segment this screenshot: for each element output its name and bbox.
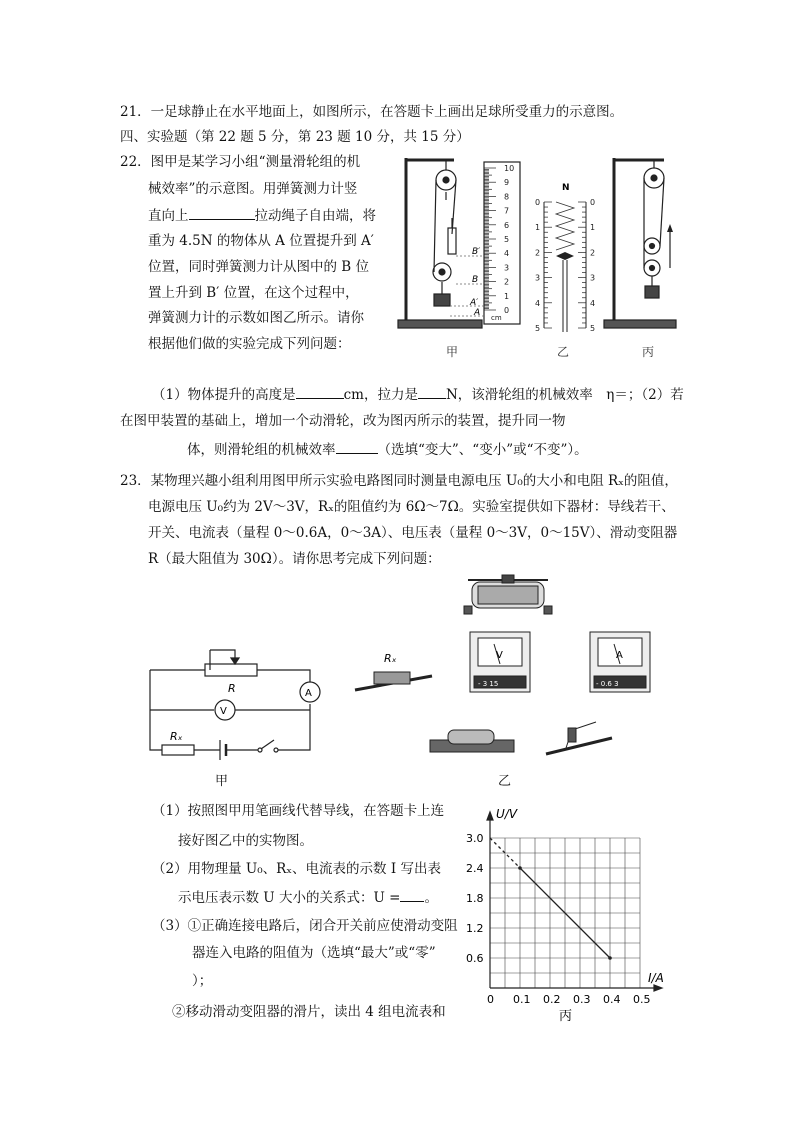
q22-part3 <box>187 440 588 459</box>
x-axis-arrow-icon <box>654 985 662 991</box>
q22-line1: 22．图甲是某学习小组“测量滑轮组的机 <box>120 154 361 170</box>
ruler-tick-label: 2 <box>504 277 510 287</box>
chart-ylabel: U/V <box>496 807 518 821</box>
spring-tick-label-right: 2 <box>590 248 596 258</box>
q22-part1-c: N，该滑轮组的机械效率 η＝；（2）若 <box>445 387 684 403</box>
spring-tick-label-left: 4 <box>535 298 541 308</box>
battery-cell <box>448 730 494 744</box>
chart-xlabel: I/A <box>648 971 664 985</box>
q22-line3 <box>148 206 376 225</box>
ruler-tick-label: 5 <box>504 235 510 244</box>
rheostat-symbol <box>205 664 257 676</box>
q22-blank-force[interactable] <box>418 385 446 399</box>
spring-tick-label-left: 0 <box>535 198 541 207</box>
ruler-tick-label: 0 <box>504 306 510 315</box>
q23-sub3-line4: ②移动滑动变阻器的滑片，读出 4 组电流表和 <box>172 1004 446 1020</box>
spring-tick-label-right: 4 <box>590 298 596 308</box>
chart-x-tick-label: 0.3 <box>573 993 591 1006</box>
slider-arrow-icon <box>231 658 239 664</box>
rx-device-label: Rₓ <box>384 652 397 665</box>
circuit-diagram <box>140 640 330 770</box>
spring-tick-label-left: 2 <box>535 248 541 258</box>
ruler-tick-label: 8 <box>504 192 510 202</box>
stand-base-bing <box>604 320 676 328</box>
ammeter-label: A <box>305 688 312 699</box>
q23-sub3-line1: （3）①正确连接电路后，闭合开关前应使滑动变阻 <box>152 918 458 934</box>
chart-x-tick-label: 0.5 <box>633 993 651 1006</box>
q22-line8: 根据他们做的实验完成下列问题： <box>148 336 351 352</box>
chart-x-tick-label: 0.2 <box>543 993 561 1006</box>
chart-y-tick-label: 3.0 <box>466 832 484 845</box>
label-B: B <box>472 275 479 285</box>
spring-pointer <box>556 252 574 260</box>
chart-point <box>608 956 612 960</box>
caption-jia-22: 甲 <box>446 345 459 359</box>
rx-resistor-device <box>374 672 410 684</box>
q22-blank-efficiency[interactable] <box>336 440 378 454</box>
label-B2: B′ <box>472 247 481 257</box>
chart-title: 丙 <box>559 1009 573 1024</box>
label-A: A <box>474 308 481 318</box>
voltmeter-label: V <box>220 706 227 717</box>
ruler-tick-label: 4 <box>504 249 510 259</box>
caption-jia-23: 甲 <box>215 774 229 789</box>
voltmeter-device-label: V <box>496 650 503 661</box>
q23-line1: 23．某物理兴趣小组利用图甲所示实验电路图同时测量电源电压 U₀的大小和电阻 Rₓ的阻值， <box>120 473 678 489</box>
q22-part1-b: cm，拉力是 <box>343 387 418 403</box>
q22-line5: 位置，同时弹簧测力计从图中的 B 位 <box>148 259 370 275</box>
q22-line4: 重为 4.5N 的物体从 A 位置提升到 A′ <box>148 233 374 249</box>
chart-x-tick-label: 0.4 <box>603 993 621 1006</box>
q23-line3: 开关、电流表（量程 0～0.6A，0～3A）、电压表（量程 0～3V，0～15V）、滑动变阻器 <box>148 525 678 541</box>
section-header: 四、实验题（第 22 题 5 分，第 23 题 10 分，共 15 分） <box>120 129 470 145</box>
q23-line4: R（最大阻值为 30Ω）。请你思考完成下列问题： <box>148 551 441 567</box>
q23-sub2-line2-c: 。 <box>424 890 438 906</box>
chart-y-tick-label: 2.4 <box>466 862 484 875</box>
q22-blank-direction[interactable] <box>189 206 255 220</box>
resistor-rx-symbol <box>162 745 194 755</box>
weight-jia <box>434 294 450 306</box>
ruler-tick-label: 10 <box>504 164 515 173</box>
ruler-tick-label: 3 <box>504 263 510 273</box>
switch-symbol <box>261 740 274 749</box>
ui-chart <box>458 802 680 1030</box>
y-axis-arrow-icon <box>487 812 493 820</box>
spring-tick-label-right: 5 <box>590 324 596 333</box>
spring-unit: N <box>562 183 570 193</box>
q22-part3-b: （选填“变大”、“变小”或“不变”）。 <box>377 442 588 458</box>
rx-label: Rₓ <box>170 730 183 743</box>
q23-sub2-line2-a: 示电压表示数 U 大小的关系式：U = <box>178 890 401 906</box>
weight-bing <box>645 286 659 298</box>
q23-sub3-line3: ）； <box>192 973 213 989</box>
chart-y-tick-label: 0.6 <box>466 952 484 965</box>
ruler-tick-label: 1 <box>504 291 510 301</box>
q22-line3-a: 直向上 <box>148 208 189 224</box>
spring-coil <box>556 202 574 250</box>
q23-sub2-line1: （2）用物理量 U₀、Rₓ、电流表的示数 I 写出表 <box>152 861 441 877</box>
rheostat-label: R <box>228 682 236 695</box>
ruler-tick-label: 9 <box>504 178 510 188</box>
ruler <box>484 162 520 324</box>
q22-part2: 在图甲装置的基础上，增加一个动滑轮，改为图丙所示的装置，提升同一物 <box>120 413 566 429</box>
pull-arrow-icon <box>667 224 673 232</box>
spring-tick-label-right: 0 <box>590 198 596 207</box>
label-A2: A′ <box>470 298 479 308</box>
q23-line2: 电源电压 U₀约为 2V～3V，Rₓ的阻值约为 6Ω～7Ω。实验室提供如下器材：导线若干、 <box>148 499 675 515</box>
ruler-unit: cm <box>491 314 502 322</box>
q22-line7: 弹簧测力计的示数如图乙所示。请你 <box>148 310 364 326</box>
chart-y-tick-label: 1.2 <box>466 922 484 935</box>
q22-line6: 置上升到 B′ 位置，在这个过程中， <box>148 285 359 301</box>
chart-x-tick-label: 0.1 <box>513 993 531 1006</box>
caption-yi-22: 乙 <box>557 345 570 359</box>
q23-sub3-line2: 器连入电路的阻值为（选填“最大”或“零” <box>192 945 436 961</box>
spring-tick-label-left: 3 <box>535 273 541 283</box>
caption-bing-22: 丙 <box>642 345 655 359</box>
q22-part3-a: 体，则滑轮组的机械效率 <box>187 442 336 458</box>
ruler-tick-label: 6 <box>504 220 510 230</box>
chart-x-tick-label: 0 <box>487 993 494 1006</box>
ammeter-device-label: A <box>616 650 623 661</box>
ruler-tick-label: 7 <box>504 206 510 216</box>
q23-sub1-line1: （1）按照图甲用笔画线代替导线，在答题卡上连 <box>152 803 445 819</box>
chart-y-tick-label: 1.8 <box>466 892 484 905</box>
q22-figure <box>392 148 682 360</box>
switch-device <box>546 738 612 754</box>
spring-tick-label-left: 1 <box>535 223 541 233</box>
q23-sub1-line2: 接好图乙中的实物图。 <box>178 833 313 849</box>
stand-base-jia <box>398 320 482 328</box>
ammeter-terminals: - 0.6 3 <box>596 680 619 688</box>
equipment-figure <box>350 572 680 767</box>
q22-part1 <box>152 385 684 404</box>
spring-tick-label-right: 1 <box>590 223 596 233</box>
q23-sub2-line2 <box>178 888 438 907</box>
q21-text: 21．一足球静止在水平地面上，如图所示，在答题卡上画出足球所受重力的示意图。 <box>120 104 624 120</box>
spring-tick-label-right: 3 <box>590 273 596 283</box>
spring-tick-label-left: 5 <box>535 324 541 333</box>
q22-part1-a: （1）物体提升的高度是 <box>152 387 296 403</box>
q22-line3-b: 拉动绳子自由端，将 <box>254 208 376 224</box>
q22-line2: 械效率”的示意图。用弹簧测力计竖 <box>148 181 358 197</box>
q22-blank-height[interactable] <box>296 385 344 399</box>
caption-yi-23: 乙 <box>498 774 512 789</box>
q23-blank-formula[interactable] <box>400 888 424 902</box>
voltmeter-terminals: - 3 15 <box>478 680 499 688</box>
